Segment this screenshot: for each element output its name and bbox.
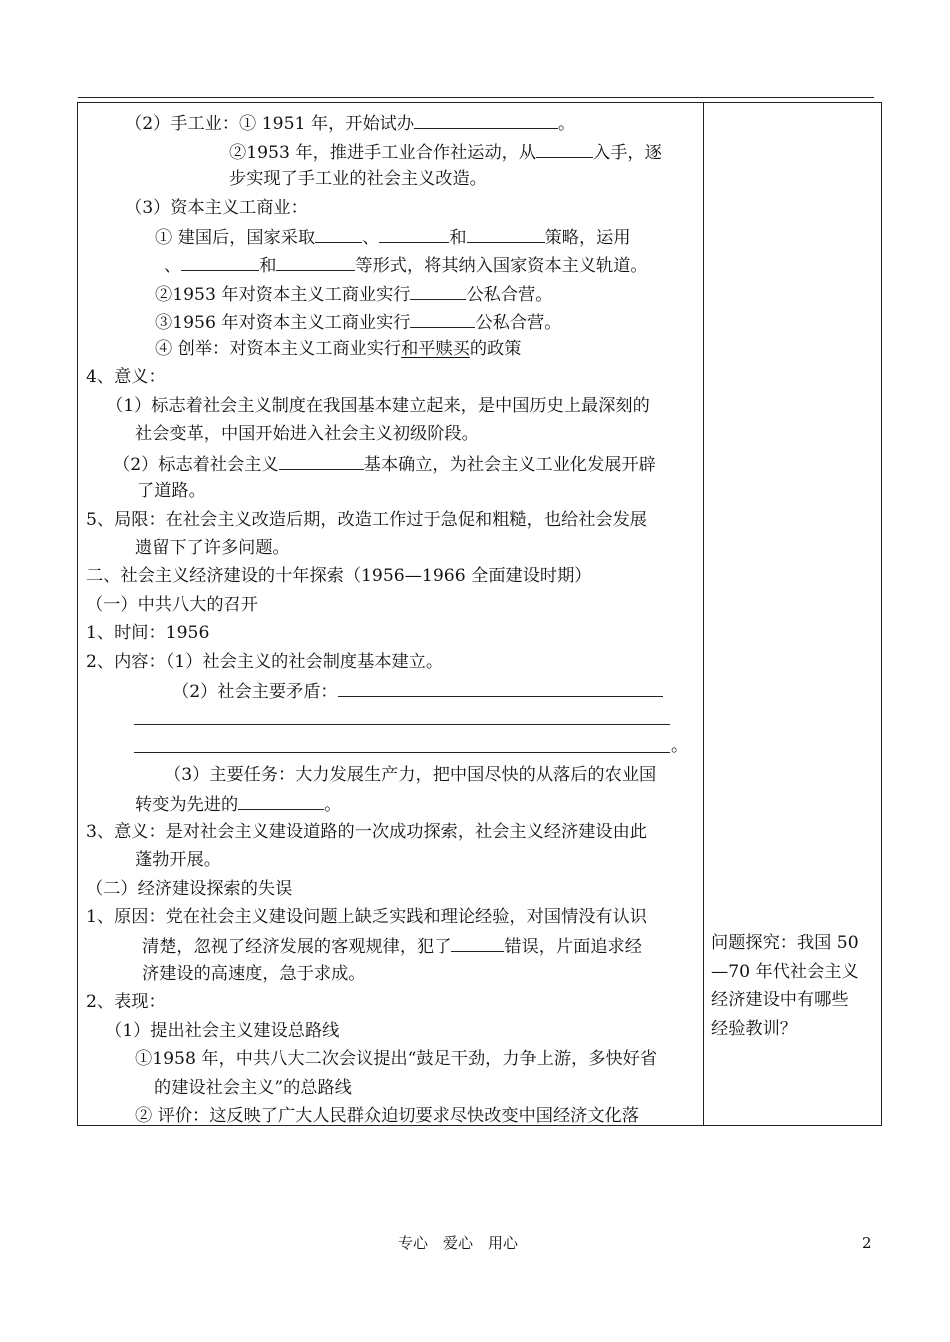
subsection-two-heading: （二）经济建设探索的失误 xyxy=(86,879,293,899)
handicraft-line-3: 步实现了手工业的社会主义改造。 xyxy=(229,169,487,189)
congress-significance-2: 蓬勃开展。 xyxy=(135,850,221,870)
blank-form-1 xyxy=(181,253,259,271)
capitalist-line-5: ④ 创举：对资本主义工商业实行和平赎买的政策 xyxy=(155,339,522,359)
significance-line-2: 社会变革，中国开始进入社会主义初级阶段。 xyxy=(135,424,479,444)
side-question-line-2: —70 年代社会主义 xyxy=(711,961,859,982)
blank-handicraft-trial xyxy=(414,111,558,129)
blank-contradiction-1 xyxy=(338,679,663,697)
column-divider xyxy=(703,103,704,1125)
capitalist-line-1: ① 建国后，国家采取 、 和 策略，运用 xyxy=(155,225,631,249)
general-line-2: 的建设社会主义”的总路线 xyxy=(154,1078,352,1098)
side-question-line-3: 经济建设中有哪些 xyxy=(711,990,849,1011)
blank-policy-1 xyxy=(315,225,362,243)
capitalist-line-3: ②1953 年对资本主义工商业实行 公私合营。 xyxy=(155,282,552,306)
significance-line-4: 了道路。 xyxy=(137,481,206,501)
page-footer-motto: 专心 爱心 用心 xyxy=(398,1234,519,1252)
blank-policy-2 xyxy=(379,225,449,243)
cause-line-2: 清楚，忽视了经济发展的客观规律，犯了 错误，片面追求经 xyxy=(142,934,642,958)
content-table xyxy=(77,102,882,1126)
header-rule xyxy=(78,97,874,98)
contradiction-period: 。 xyxy=(671,736,689,756)
capitalist-line-4: ③1956 年对资本主义工商业实行 公私合营。 xyxy=(155,310,561,334)
handicraft-line-2: ②1953 年，推进手工业合作社运动，从 入手，逐 xyxy=(229,140,662,164)
significance-line-1: （1）标志着社会主义制度在我国基本建立起来，是中国历史上最深刻的 xyxy=(106,396,650,416)
congress-content-3: （3）主要任务：大力发展生产力，把中国尽快的从落后的农业国 xyxy=(164,765,657,785)
side-question-line-4: 经验教训？ xyxy=(711,1018,797,1039)
subsection-one-heading: （一）中共八大的召开 xyxy=(86,595,258,615)
blank-1956-mode xyxy=(410,310,475,328)
blank-industrial-country xyxy=(238,792,324,810)
congress-content-1: 2、内容：（1）社会主义的社会制度基本建立。 xyxy=(86,652,444,672)
handicraft-line-1: （2）手工业：① 1951 年，开始试办 。 xyxy=(125,111,575,135)
blank-form-2 xyxy=(276,253,355,271)
blank-1953-mode xyxy=(410,282,466,300)
cause-line-3: 济建设的高速度，急于求成。 xyxy=(142,964,366,984)
blank-contradiction-3 xyxy=(134,752,670,753)
general-line-1: ①1958 年，中共八大二次会议提出“鼓足干劲，力争上游，多快好省 xyxy=(135,1049,658,1069)
section-two-heading: 二、社会主义经济建设的十年探索（1956—1966 全面建设时期） xyxy=(86,566,592,586)
manifestation-item-1: （1）提出社会主义建设总路线 xyxy=(105,1021,340,1041)
congress-content-2: （2）社会主要矛盾： xyxy=(172,679,663,703)
capitalist-line-2: 、 和 等形式，将其纳入国家资本主义轨道。 xyxy=(164,253,648,277)
main-column xyxy=(78,103,703,1125)
congress-time: 1、时间：1956 xyxy=(86,623,210,643)
blank-error-type xyxy=(451,934,504,952)
significance-heading: 4、意义： xyxy=(86,367,166,387)
cause-line-1: 1、原因：党在社会主义建设问题上缺乏实践和理论经验，对国情没有认识 xyxy=(86,907,647,927)
congress-significance-1: 3、意义：是对社会主义建设道路的一次成功探索，社会主义经济建设由此 xyxy=(86,822,647,842)
limitation-line-2: 遗留下了许多问题。 xyxy=(135,538,290,558)
significance-line-3: （2）标志着社会主义 基本确立，为社会主义工业化发展开辟 xyxy=(113,452,656,476)
blank-policy-3 xyxy=(467,225,545,243)
blank-socialist-system xyxy=(279,452,364,470)
congress-content-4: 转变为先进的 。 xyxy=(135,792,341,816)
blank-contradiction-2 xyxy=(134,724,670,725)
manifestation-heading: 2、表现： xyxy=(86,992,166,1012)
capitalist-heading: （3）资本主义工商业： xyxy=(125,198,308,218)
side-column-question xyxy=(711,929,879,1043)
blank-start-point xyxy=(536,140,593,158)
limitation-line-1: 5、局限：在社会主义改造后期，改造工作过于急促和粗糙，也给社会发展 xyxy=(86,510,647,530)
general-line-evaluation: ② 评价：这反映了广大人民群众迫切要求尽快改变中国经济文化落 xyxy=(135,1106,639,1126)
side-question-line-1: 问题探究：我国 50 xyxy=(711,933,859,953)
page-number: 2 xyxy=(862,1234,872,1252)
